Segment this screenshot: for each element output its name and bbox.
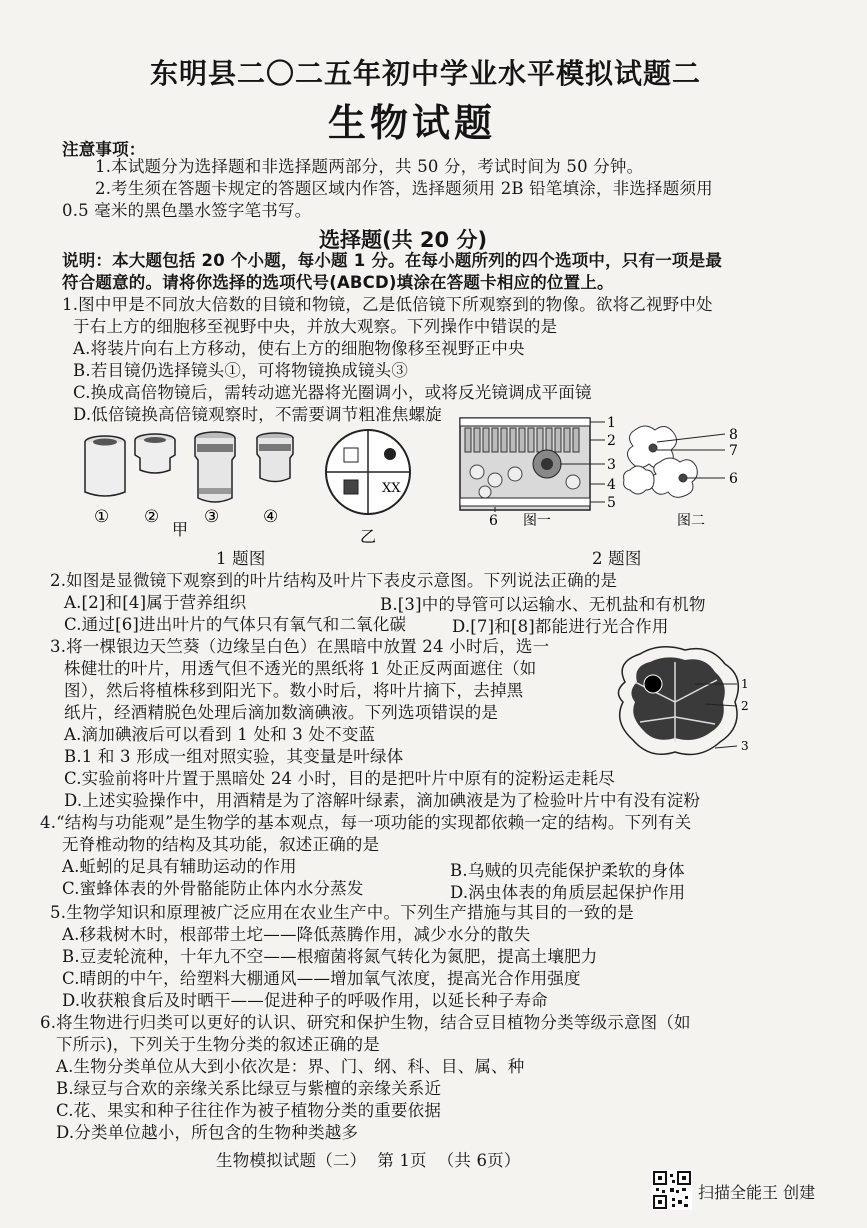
leaf-label: 3 xyxy=(741,739,749,753)
lens-2-icon xyxy=(135,434,175,473)
q2-stem: 2.如图是显微镜下观察到的叶片结构及叶片下表皮示意图。下列说法正确的是 xyxy=(50,571,618,590)
jia-label: 甲 xyxy=(172,520,189,539)
q3-option-d: D.上述实验操作中，用酒精是为了溶解叶绿素，滴加碘液是为了检验叶片中有没有淀粉 xyxy=(64,791,701,810)
q5-stem: 5.生物学知识和原理被广泛应用在农业生产中。下列生产措施与其目的一致的是 xyxy=(50,903,634,922)
q4-option-b: B.乌贼的贝壳能保护柔软的身体 xyxy=(450,861,685,880)
section-desc-2: 符合题意的。请将你选择的选项代号(ABCD)填涂在答题卡相应的位置上。 xyxy=(62,273,614,292)
section-title: 选择题(共 20 分) xyxy=(319,228,488,252)
q3-option-b: B.1 和 3 形成一组对照实验，其变量是叶绿体 xyxy=(64,747,404,766)
notice-item-1: 1.本试题分为选择题和非选择题两部分，共 50 分，考试时间为 50 分钟。 xyxy=(95,157,644,176)
q3-option-a: A.滴加碘液后可以看到 1 处和 3 处不变蓝 xyxy=(64,725,376,744)
q4-option-d: D.涡虫体表的角质层起保护作用 xyxy=(450,883,686,902)
figure-1 xyxy=(60,420,440,550)
q1-option-d: D.低倍镜换高倍镜观察时，不需要调节粗准焦螺旋 xyxy=(73,405,442,424)
notice-heading: 注意事项： xyxy=(62,140,146,159)
lens-label: ③ xyxy=(204,507,220,527)
q4-option-c: C.蜜蜂体表的外骨骼能防止体内水分蒸发 xyxy=(62,879,364,898)
cross-section-label: 2 xyxy=(607,433,616,449)
lens-label: ④ xyxy=(263,507,279,527)
q1-option-b: B.若目镜仍选择镜头①，可将物镜换成镜头③ xyxy=(73,361,409,380)
q5-option-b: B.豆麦轮流种，十年九不空——根瘤菌将氮气转化为氮肥，提高土壤肥力 xyxy=(62,947,598,966)
figure-1-caption: 1 题图 xyxy=(216,549,266,568)
q1-option-a: A.将装片向右上方移动，使右上方的细胞物像移至视野正中央 xyxy=(73,339,525,358)
figure-2-sub2: 图二 xyxy=(677,513,705,529)
section-desc-1: 说明：本大题包括 20 个小题，每小题 1 分。在每小题所列的四个选项中，只有一项是最 xyxy=(62,251,723,270)
q6-option-b: B.绿豆与合欢的亲缘关系比绿豆与紫檀的亲缘关系近 xyxy=(56,1079,442,1098)
lens-4-icon xyxy=(257,433,293,482)
scanner-watermark: 扫描全能王 创建 xyxy=(698,1183,816,1202)
epidermis-label: 8 xyxy=(729,427,738,443)
q5-option-d: D.收获粮食后及时晒干——促进种子的呼吸作用，以延长种子寿命 xyxy=(62,991,548,1010)
cross-section-label: 5 xyxy=(607,495,616,511)
q1-stem: 1.图中甲是不同放大倍数的目镜和物镜，乙是低倍镜下所观察到的物像。欲将乙视野中处 xyxy=(62,295,713,314)
page-footer: 生物模拟试题（二） 第 1页 （共 6页） xyxy=(216,1151,521,1170)
q1-option-c: C.换成高倍物镜后，需转动遮光器将光圈调小，或将反光镜调成平面镜 xyxy=(73,383,592,402)
q1-stem-cont: 于右上方的细胞移至视野中央，并放大观察。下列操作中错误的是 xyxy=(73,317,558,336)
lens-label: ② xyxy=(144,507,160,527)
q6-stem: 6.将生物进行归类可以更好的认识、研究和保护生物，结合豆目植物分类等级示意图（如 xyxy=(40,1013,691,1032)
epidermis-label: 6 xyxy=(729,471,738,487)
q5-option-a: A.移栽树木时，根部带土坨——降低蒸腾作用，减少水分的散失 xyxy=(62,925,531,944)
subject-title: 生物试题 xyxy=(328,101,497,145)
lens-3-icon xyxy=(195,432,235,502)
q4-stem-cont: 无脊椎动物的结构及其功能，叙述正确的是 xyxy=(62,835,380,854)
q3-stem-cont: 纸片，经酒精脱色处理后滴加数滴碘液。下列选项错误的是 xyxy=(64,703,499,722)
notice-item-2: 2.考生须在答题卡规定的答题区域内作答，选择题须用 2B 铅笔填涂，非选择题须用 xyxy=(95,179,713,198)
cross-section-label: 6 xyxy=(489,513,498,529)
q3-option-c: C.实验前将叶片置于黑暗处 24 小时，目的是把叶片中原有的淀粉运走耗尽 xyxy=(64,769,615,788)
svg-text:XX: XX xyxy=(382,481,401,496)
leaf-figure xyxy=(605,642,775,767)
lens-label: ① xyxy=(94,507,110,527)
q3-stem-cont: 株健壮的叶片，用透气但不透光的黑纸将 1 处正反两面遮住（如 xyxy=(64,659,537,678)
field-of-view-icon xyxy=(326,430,410,514)
figure-2-caption: 2 题图 xyxy=(592,549,642,568)
leaf-label: 1 xyxy=(741,677,749,691)
q3-stem-cont: 图），然后将植株移到阳光下。数小时后，将叶片摘下，去掉黑 xyxy=(64,681,524,700)
figure-2-sub1: 图一 xyxy=(523,513,551,529)
q3-stem: 3.将一棵银边天竺葵（边缘呈白色）在黑暗中放置 24 小时后，选一 xyxy=(50,637,550,656)
cross-section-label: 3 xyxy=(607,457,616,473)
exam-title: 东明县二〇二五年初中学业水平模拟试题二 xyxy=(150,57,702,90)
q2-option-a: A.[2]和[4]属于营养组织 xyxy=(64,593,247,612)
yi-label: 乙 xyxy=(360,527,377,546)
q6-option-c: C.花、果实和种子往往作为被子植物分类的重要依据 xyxy=(56,1101,442,1120)
q4-stem: 4.“结构与功能观”是生物学的基本观点，每一项功能的实现都依赖一定的结构。下列有关 xyxy=(40,813,692,832)
q2-option-d: D.[7]和[8]都能进行光合作用 xyxy=(452,617,669,636)
variegated-leaf-icon xyxy=(618,647,738,755)
q5-option-c: C.晴朗的中午，给塑料大棚通风——增加氧气浓度，提高光合作用强度 xyxy=(62,969,581,988)
lens-1-icon xyxy=(85,436,125,496)
leaf-epidermis-icon xyxy=(624,426,698,497)
q4-option-a: A.蚯蚓的足具有辅助运动的作用 xyxy=(62,857,297,876)
cross-section-label: 4 xyxy=(607,477,616,493)
cross-section-label: 1 xyxy=(607,415,616,431)
q6-stem-cont: 下所示)，下列关于生物分类的叙述正确的是 xyxy=(56,1035,380,1054)
notice-item-2-cont: 0.5 毫米的黑色墨水签字笔书写。 xyxy=(62,201,312,220)
qr-code-icon xyxy=(652,1170,692,1210)
q2-option-b: B.[3]中的导管可以运输水、无机盐和有机物 xyxy=(380,595,706,614)
q6-option-a: A.生物分类单位从大到小依次是：界、门、纲、科、目、属、种 xyxy=(56,1057,525,1076)
figure-2 xyxy=(455,412,755,532)
q6-option-d: D.分类单位越小，所包含的生物种类越多 xyxy=(56,1123,359,1142)
epidermis-label: 7 xyxy=(729,443,738,459)
q2-option-c: C.通过[6]进出叶片的气体只有氧气和二氧化碳 xyxy=(64,615,407,634)
leaf-label: 2 xyxy=(741,699,749,713)
